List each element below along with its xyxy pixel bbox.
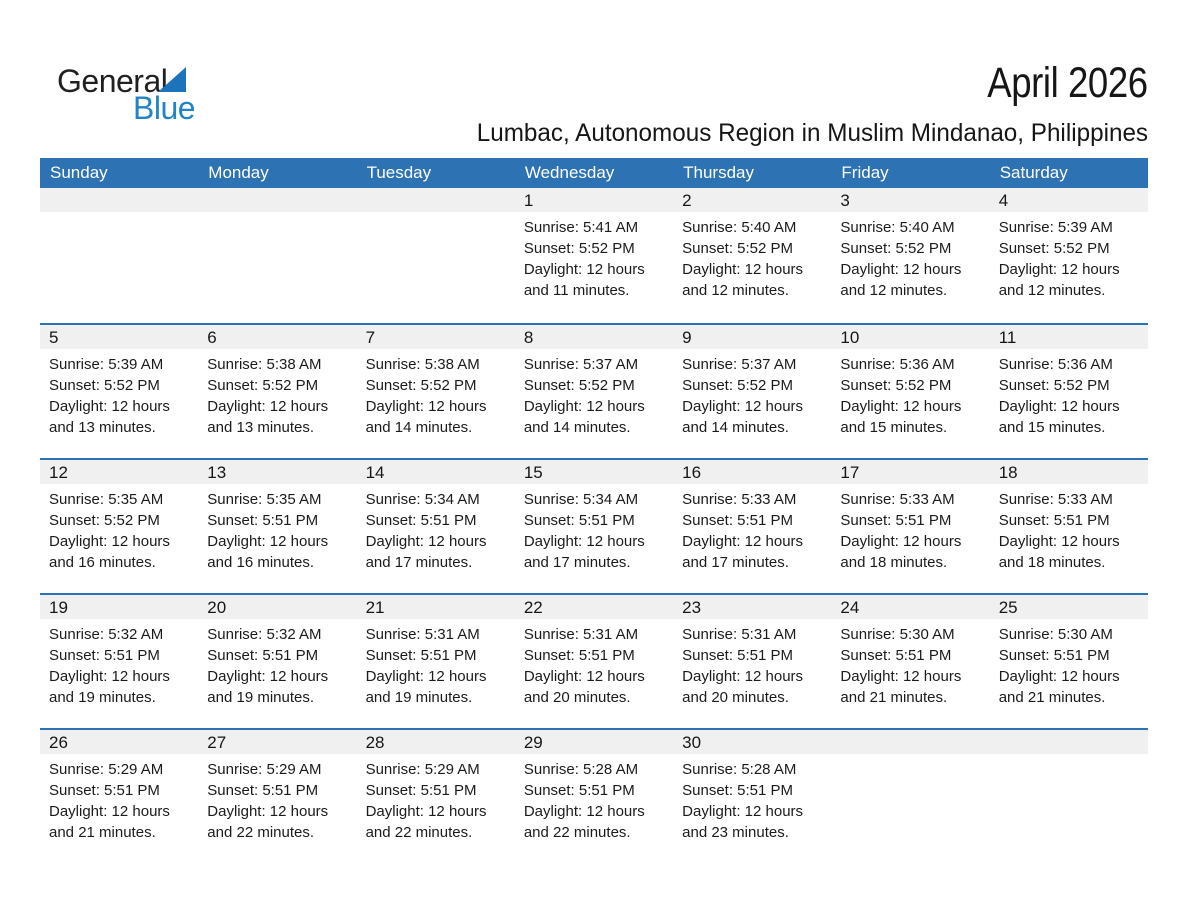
sunset-text: Sunset: 5:51 PM (49, 647, 160, 664)
weekday-header: Friday (841, 163, 889, 182)
sunset-text: Sunset: 5:51 PM (682, 512, 794, 529)
day-cell (357, 595, 515, 728)
daylight-text: Daylight: 12 hours and 21 minutes. (840, 668, 962, 706)
day-cell (515, 325, 673, 458)
day-cell (40, 730, 198, 863)
day-details (831, 212, 989, 301)
daylight-text: Daylight: 12 hours and 21 minutes. (49, 803, 170, 841)
day-cell (831, 325, 989, 458)
sunrise-text: Sunrise: 5:33 AM (840, 491, 955, 508)
day-details (357, 484, 515, 573)
day-cell (515, 460, 673, 593)
sunset-text: Sunset: 5:52 PM (998, 377, 1110, 394)
sunrise-text: Sunrise: 5:31 AM (682, 626, 797, 643)
day-details (198, 349, 356, 438)
day-details (831, 484, 989, 573)
day-details (357, 349, 515, 438)
sunset-text: Sunset: 5:52 PM (49, 377, 160, 394)
day-cell (515, 595, 673, 728)
day-number: 18 (990, 460, 1148, 484)
sunset-text: Sunset: 5:51 PM (207, 512, 319, 529)
daylight-text: Daylight: 12 hours and 22 minutes. (523, 803, 645, 841)
sunset-text: Sunset: 5:51 PM (840, 647, 952, 664)
day-details (198, 619, 356, 708)
daylight-text: Daylight: 12 hours and 14 minutes. (523, 398, 645, 436)
calendar-table (40, 158, 1148, 863)
sunrise-text: Sunrise: 5:35 AM (49, 491, 164, 508)
sunset-text: Sunset: 5:52 PM (49, 512, 160, 529)
day-cell (673, 188, 831, 323)
weekday-header: Sunday (50, 163, 108, 182)
week-row (40, 188, 1148, 323)
sunrise-text: Sunrise: 5:31 AM (523, 626, 639, 643)
month-year-title: April 2026 (987, 59, 1148, 107)
empty-cell (831, 730, 989, 863)
empty-cell (990, 730, 1148, 863)
day-details (515, 212, 673, 301)
day-number: 25 (990, 595, 1148, 619)
sunrise-text: Sunrise: 5:39 AM (998, 219, 1113, 236)
day-number: 8 (515, 325, 673, 349)
weekday-header: Wednesday (524, 163, 615, 182)
day-details (990, 484, 1148, 573)
day-details (40, 619, 198, 708)
sunset-text: Sunset: 5:51 PM (523, 512, 635, 529)
day-cell (990, 188, 1148, 323)
day-details (515, 349, 673, 438)
day-details (673, 484, 831, 573)
sunrise-text: Sunrise: 5:29 AM (207, 761, 322, 778)
day-cell (990, 595, 1148, 728)
day-number: 24 (831, 595, 989, 619)
daylight-text: Daylight: 12 hours and 19 minutes. (365, 668, 487, 706)
sunrise-text: Sunrise: 5:29 AM (49, 761, 164, 778)
daylight-text: Daylight: 12 hours and 20 minutes. (682, 668, 804, 706)
sunset-text: Sunset: 5:51 PM (682, 647, 794, 664)
day-number: 15 (515, 460, 673, 484)
day-number: 27 (198, 730, 356, 754)
daylight-text: Daylight: 12 hours and 16 minutes. (207, 533, 329, 571)
day-details (990, 619, 1148, 708)
sunset-text: Sunset: 5:51 PM (365, 512, 477, 529)
day-cell (515, 188, 673, 323)
day-cell (40, 595, 198, 728)
day-cell (673, 730, 831, 863)
day-details (357, 619, 515, 708)
daylight-text: Daylight: 12 hours and 13 minutes. (207, 398, 329, 436)
day-cell (357, 460, 515, 593)
day-number: 2 (673, 188, 831, 212)
sunset-text: Sunset: 5:52 PM (365, 377, 477, 394)
day-cell (357, 730, 515, 863)
day-number (198, 188, 356, 212)
day-number: 14 (357, 460, 515, 484)
day-number: 19 (40, 595, 198, 619)
day-details (40, 349, 198, 438)
week-row (40, 323, 1148, 458)
daylight-text: Daylight: 12 hours and 15 minutes. (998, 398, 1120, 436)
day-number: 26 (40, 730, 198, 754)
sunrise-text: Sunrise: 5:32 AM (207, 626, 322, 643)
sunrise-text: Sunrise: 5:38 AM (207, 356, 322, 373)
calendar-grid (40, 188, 1148, 863)
daylight-text: Daylight: 12 hours and 12 minutes. (840, 261, 962, 299)
day-details (515, 619, 673, 708)
day-number: 12 (40, 460, 198, 484)
day-number: 11 (990, 325, 1148, 349)
day-cell (673, 325, 831, 458)
sunrise-text: Sunrise: 5:38 AM (365, 356, 480, 373)
day-number: 1 (515, 188, 673, 212)
sunrise-text: Sunrise: 5:37 AM (682, 356, 797, 373)
day-details (831, 349, 989, 438)
daylight-text: Daylight: 12 hours and 22 minutes. (207, 803, 329, 841)
daylight-text: Daylight: 12 hours and 17 minutes. (523, 533, 645, 571)
day-number (831, 730, 989, 754)
sunrise-text: Sunrise: 5:40 AM (682, 219, 797, 236)
day-cell (40, 325, 198, 458)
day-cell (673, 595, 831, 728)
sunset-text: Sunset: 5:51 PM (523, 782, 635, 799)
day-number: 13 (198, 460, 356, 484)
empty-cell (198, 188, 356, 323)
day-details (831, 619, 989, 708)
daylight-text: Daylight: 12 hours and 14 minutes. (682, 398, 804, 436)
sunset-text: Sunset: 5:51 PM (840, 512, 952, 529)
day-number: 3 (831, 188, 989, 212)
day-number (40, 188, 198, 212)
sunset-text: Sunset: 5:52 PM (840, 240, 952, 257)
day-number: 17 (831, 460, 989, 484)
sunset-text: Sunset: 5:52 PM (523, 240, 635, 257)
day-number: 16 (673, 460, 831, 484)
sunrise-text: Sunrise: 5:37 AM (523, 356, 639, 373)
day-number: 28 (357, 730, 515, 754)
sunset-text: Sunset: 5:51 PM (998, 647, 1110, 664)
day-number: 29 (515, 730, 673, 754)
day-cell (40, 460, 198, 593)
sunrise-text: Sunrise: 5:35 AM (207, 491, 322, 508)
sunset-text: Sunset: 5:51 PM (365, 782, 477, 799)
sunset-text: Sunset: 5:51 PM (523, 647, 635, 664)
week-row (40, 458, 1148, 593)
day-number (990, 730, 1148, 754)
sunrise-text: Sunrise: 5:34 AM (523, 491, 639, 508)
daylight-text: Daylight: 12 hours and 12 minutes. (998, 261, 1120, 299)
sunrise-text: Sunrise: 5:41 AM (523, 219, 639, 236)
day-number: 22 (515, 595, 673, 619)
day-details (673, 619, 831, 708)
weekday-header: Saturday (999, 163, 1068, 182)
day-number: 20 (198, 595, 356, 619)
day-details (673, 212, 831, 301)
sunrise-text: Sunrise: 5:34 AM (365, 491, 480, 508)
sunset-text: Sunset: 5:51 PM (365, 647, 477, 664)
day-details (40, 754, 198, 843)
sunset-text: Sunset: 5:52 PM (682, 240, 794, 257)
day-cell (198, 595, 356, 728)
daylight-text: Daylight: 12 hours and 17 minutes. (365, 533, 487, 571)
empty-cell (357, 188, 515, 323)
sunset-text: Sunset: 5:51 PM (998, 512, 1110, 529)
daylight-text: Daylight: 12 hours and 16 minutes. (49, 533, 170, 571)
sunrise-text: Sunrise: 5:36 AM (840, 356, 955, 373)
day-details (515, 754, 673, 843)
weekday-header: Thursday (683, 163, 755, 182)
daylight-text: Daylight: 12 hours and 15 minutes. (840, 398, 962, 436)
day-cell (673, 460, 831, 593)
day-details (40, 484, 198, 573)
sunset-text: Sunset: 5:52 PM (207, 377, 319, 394)
day-details (198, 484, 356, 573)
sunrise-text: Sunrise: 5:33 AM (998, 491, 1113, 508)
sunrise-text: Sunrise: 5:29 AM (365, 761, 480, 778)
sunrise-text: Sunrise: 5:31 AM (365, 626, 480, 643)
day-number: 4 (990, 188, 1148, 212)
day-details (990, 349, 1148, 438)
day-number: 21 (357, 595, 515, 619)
day-details (198, 754, 356, 843)
sunrise-text: Sunrise: 5:40 AM (840, 219, 955, 236)
general-blue-logo (57, 63, 257, 126)
daylight-text: Daylight: 12 hours and 18 minutes. (840, 533, 962, 571)
sunset-text: Sunset: 5:52 PM (523, 377, 635, 394)
sunrise-text: Sunrise: 5:30 AM (998, 626, 1113, 643)
daylight-text: Daylight: 12 hours and 20 minutes. (523, 668, 645, 706)
week-row (40, 593, 1148, 728)
day-details (357, 754, 515, 843)
daylight-text: Daylight: 12 hours and 19 minutes. (207, 668, 329, 706)
weekday-header: Tuesday (366, 163, 432, 182)
sunrise-text: Sunrise: 5:28 AM (523, 761, 639, 778)
day-cell (515, 730, 673, 863)
sunset-text: Sunset: 5:52 PM (998, 240, 1110, 257)
daylight-text: Daylight: 12 hours and 17 minutes. (682, 533, 804, 571)
daylight-text: Daylight: 12 hours and 13 minutes. (49, 398, 170, 436)
weekday-header: Monday (208, 163, 269, 182)
day-number: 23 (673, 595, 831, 619)
day-details (990, 212, 1148, 301)
daylight-text: Daylight: 12 hours and 14 minutes. (365, 398, 487, 436)
sunset-text: Sunset: 5:51 PM (207, 782, 319, 799)
day-cell (357, 325, 515, 458)
day-number: 10 (831, 325, 989, 349)
day-details (515, 484, 673, 573)
day-number: 6 (198, 325, 356, 349)
sunrise-text: Sunrise: 5:36 AM (998, 356, 1113, 373)
daylight-text: Daylight: 12 hours and 18 minutes. (998, 533, 1120, 571)
day-cell (831, 460, 989, 593)
week-row (40, 728, 1148, 863)
day-number: 30 (673, 730, 831, 754)
daylight-text: Daylight: 12 hours and 19 minutes. (49, 668, 170, 706)
location-subtitle: Lumbac, Autonomous Region in Muslim Mindanao, Philippines (476, 119, 1148, 147)
sunset-text: Sunset: 5:52 PM (682, 377, 794, 394)
empty-cell (40, 188, 198, 323)
sunset-text: Sunset: 5:51 PM (207, 647, 319, 664)
daylight-text: Daylight: 12 hours and 12 minutes. (682, 261, 804, 299)
day-number: 7 (357, 325, 515, 349)
sunrise-text: Sunrise: 5:32 AM (49, 626, 164, 643)
day-cell (831, 595, 989, 728)
day-number: 5 (40, 325, 198, 349)
sunrise-text: Sunrise: 5:28 AM (682, 761, 797, 778)
day-cell (990, 460, 1148, 593)
day-number (357, 188, 515, 212)
sunset-text: Sunset: 5:51 PM (682, 782, 794, 799)
sunrise-text: Sunrise: 5:39 AM (49, 356, 164, 373)
sunset-text: Sunset: 5:52 PM (840, 377, 952, 394)
logo-text-general: General (57, 63, 168, 99)
sunrise-text: Sunrise: 5:33 AM (682, 491, 797, 508)
sunset-text: Sunset: 5:51 PM (49, 782, 160, 799)
sunrise-text: Sunrise: 5:30 AM (840, 626, 955, 643)
daylight-text: Daylight: 12 hours and 21 minutes. (998, 668, 1120, 706)
daylight-text: Daylight: 12 hours and 11 minutes. (523, 261, 645, 299)
day-cell (198, 325, 356, 458)
day-details (673, 754, 831, 843)
day-cell (831, 188, 989, 323)
daylight-text: Daylight: 12 hours and 22 minutes. (365, 803, 487, 841)
weekday-header-row (40, 158, 1148, 188)
daylight-text: Daylight: 12 hours and 23 minutes. (682, 803, 804, 841)
day-cell (198, 460, 356, 593)
day-number: 9 (673, 325, 831, 349)
day-cell (990, 325, 1148, 458)
day-details (673, 349, 831, 438)
day-cell (198, 730, 356, 863)
logo-text-blue: Blue (133, 90, 196, 126)
